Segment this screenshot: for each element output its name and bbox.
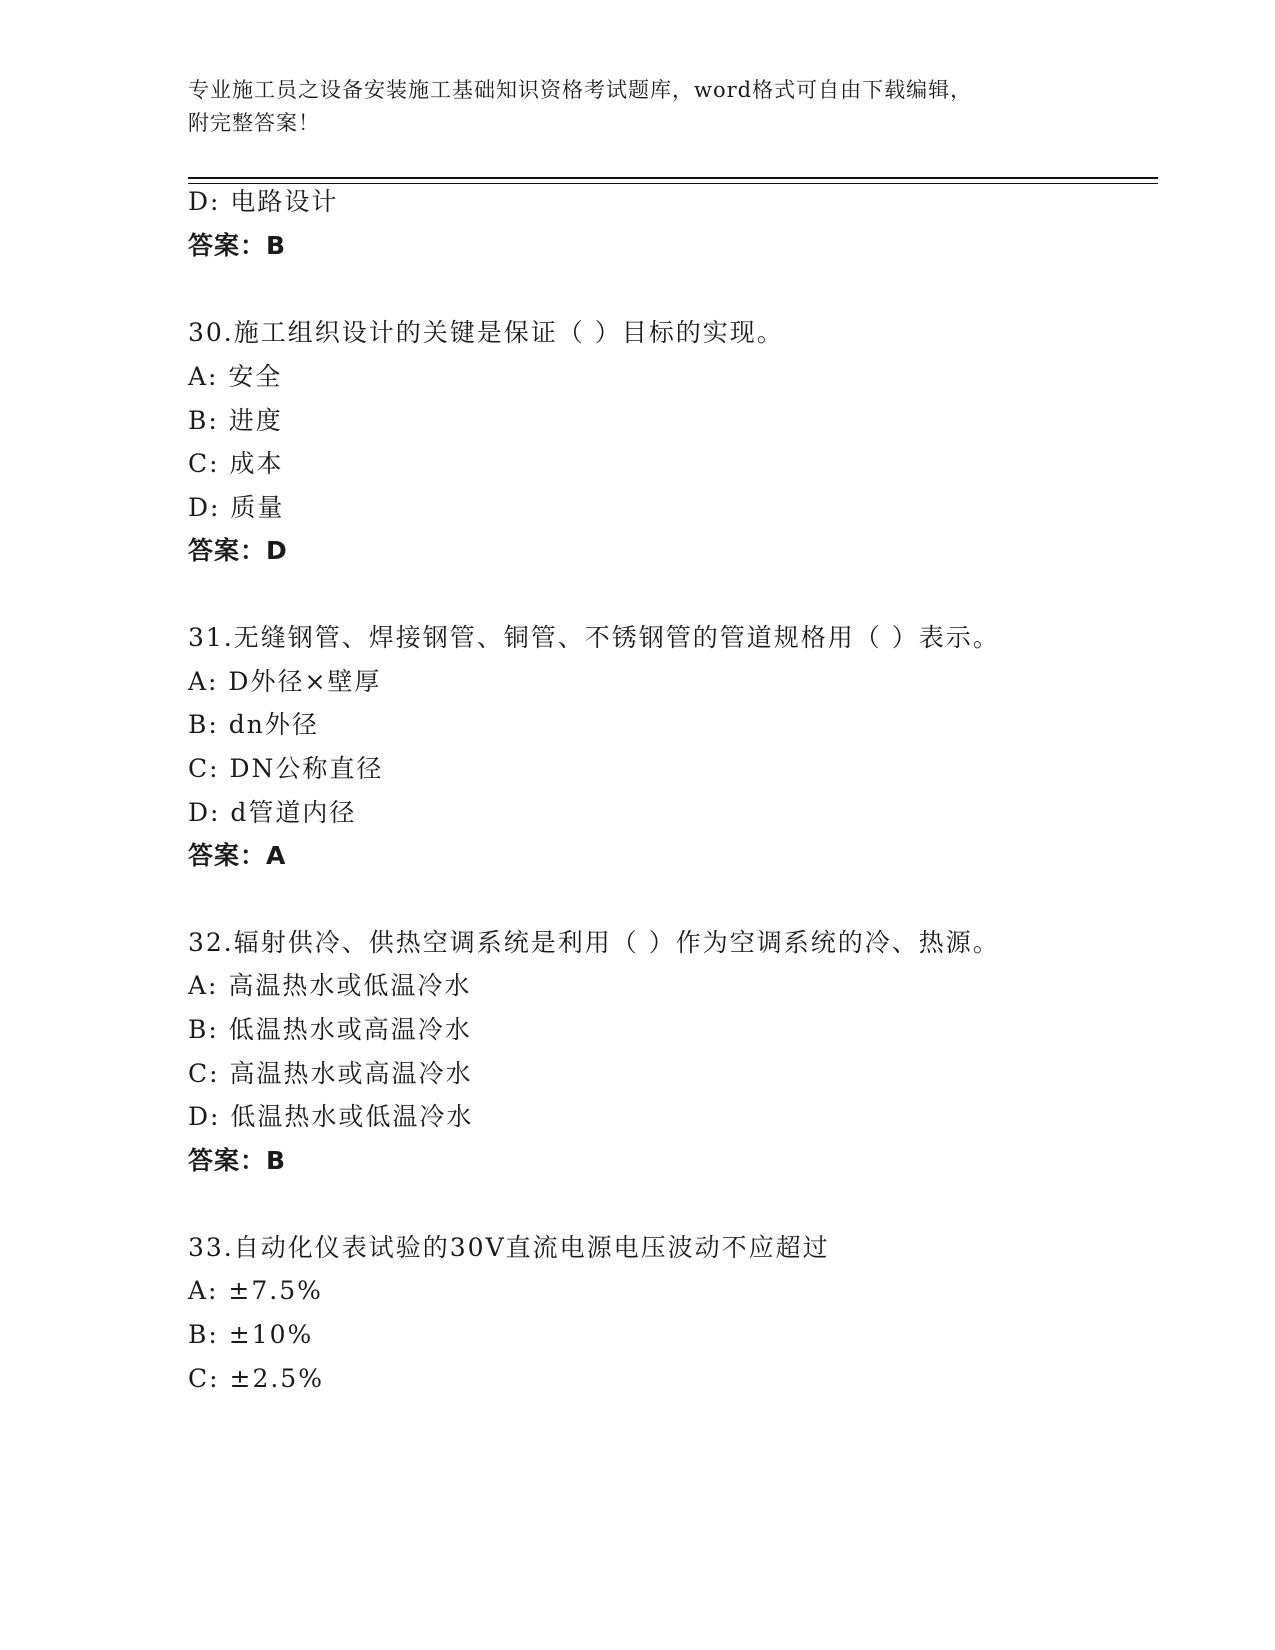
q32-option-b: B: 低温热水或高温冷水 <box>188 1015 472 1044</box>
q30-stem: 30.施工组织设计的关键是保证（ ）目标的实现。 <box>188 318 784 347</box>
q33-stem: 33.自动化仪表试验的30V直流电源电压波动不应超过 <box>188 1233 830 1262</box>
q32-stem: 32.辐射供冷、供热空调系统是利用（ ）作为空调系统的冷、热源。 <box>188 928 1000 957</box>
q33-option-b: B: ±10% <box>188 1320 314 1349</box>
q30-answer: 答案：D <box>188 536 288 565</box>
q30-option-a: A: 安全 <box>188 362 283 391</box>
q32-answer: 答案：B <box>188 1146 287 1175</box>
q32-option-d: D: 低温热水或低温冷水 <box>188 1102 474 1131</box>
q32-option-a: A: 高温热水或低温冷水 <box>188 971 472 1000</box>
header-divider-thick <box>188 177 1158 179</box>
q31-option-b: B: dn外径 <box>188 710 319 739</box>
q31-option-d: D: d管道内径 <box>188 798 357 827</box>
q31-stem: 31.无缝钢管、焊接钢管、铜管、不锈钢管的管道规格用（ ）表示。 <box>188 623 1000 652</box>
q31-option-c: C: DN公称直径 <box>188 754 384 783</box>
q33-option-c: C: ±2.5% <box>188 1364 324 1393</box>
q31-answer: 答案：A <box>188 841 287 870</box>
document-header <box>188 74 1088 140</box>
q30-option-d: D: 质量 <box>188 493 285 522</box>
q31-option-a: A: D外径×壁厚 <box>188 667 382 696</box>
q30-option-c: C: 成本 <box>188 449 284 478</box>
q30-option-b: B: 进度 <box>188 406 283 435</box>
q32-option-c: C: 高温热水或高温冷水 <box>188 1059 473 1088</box>
q33-option-a: A: ±7.5% <box>188 1276 323 1305</box>
q29-answer: 答案：B <box>188 231 287 260</box>
header-line-2: 附完整答案！ <box>188 111 320 135</box>
q29-option-d: D: 电路设计 <box>188 187 339 216</box>
header-divider-thin <box>188 183 1158 184</box>
header-line-1: 专业施工员之设备安装施工基础知识资格考试题库，word格式可自由下载编辑， <box>188 78 973 102</box>
